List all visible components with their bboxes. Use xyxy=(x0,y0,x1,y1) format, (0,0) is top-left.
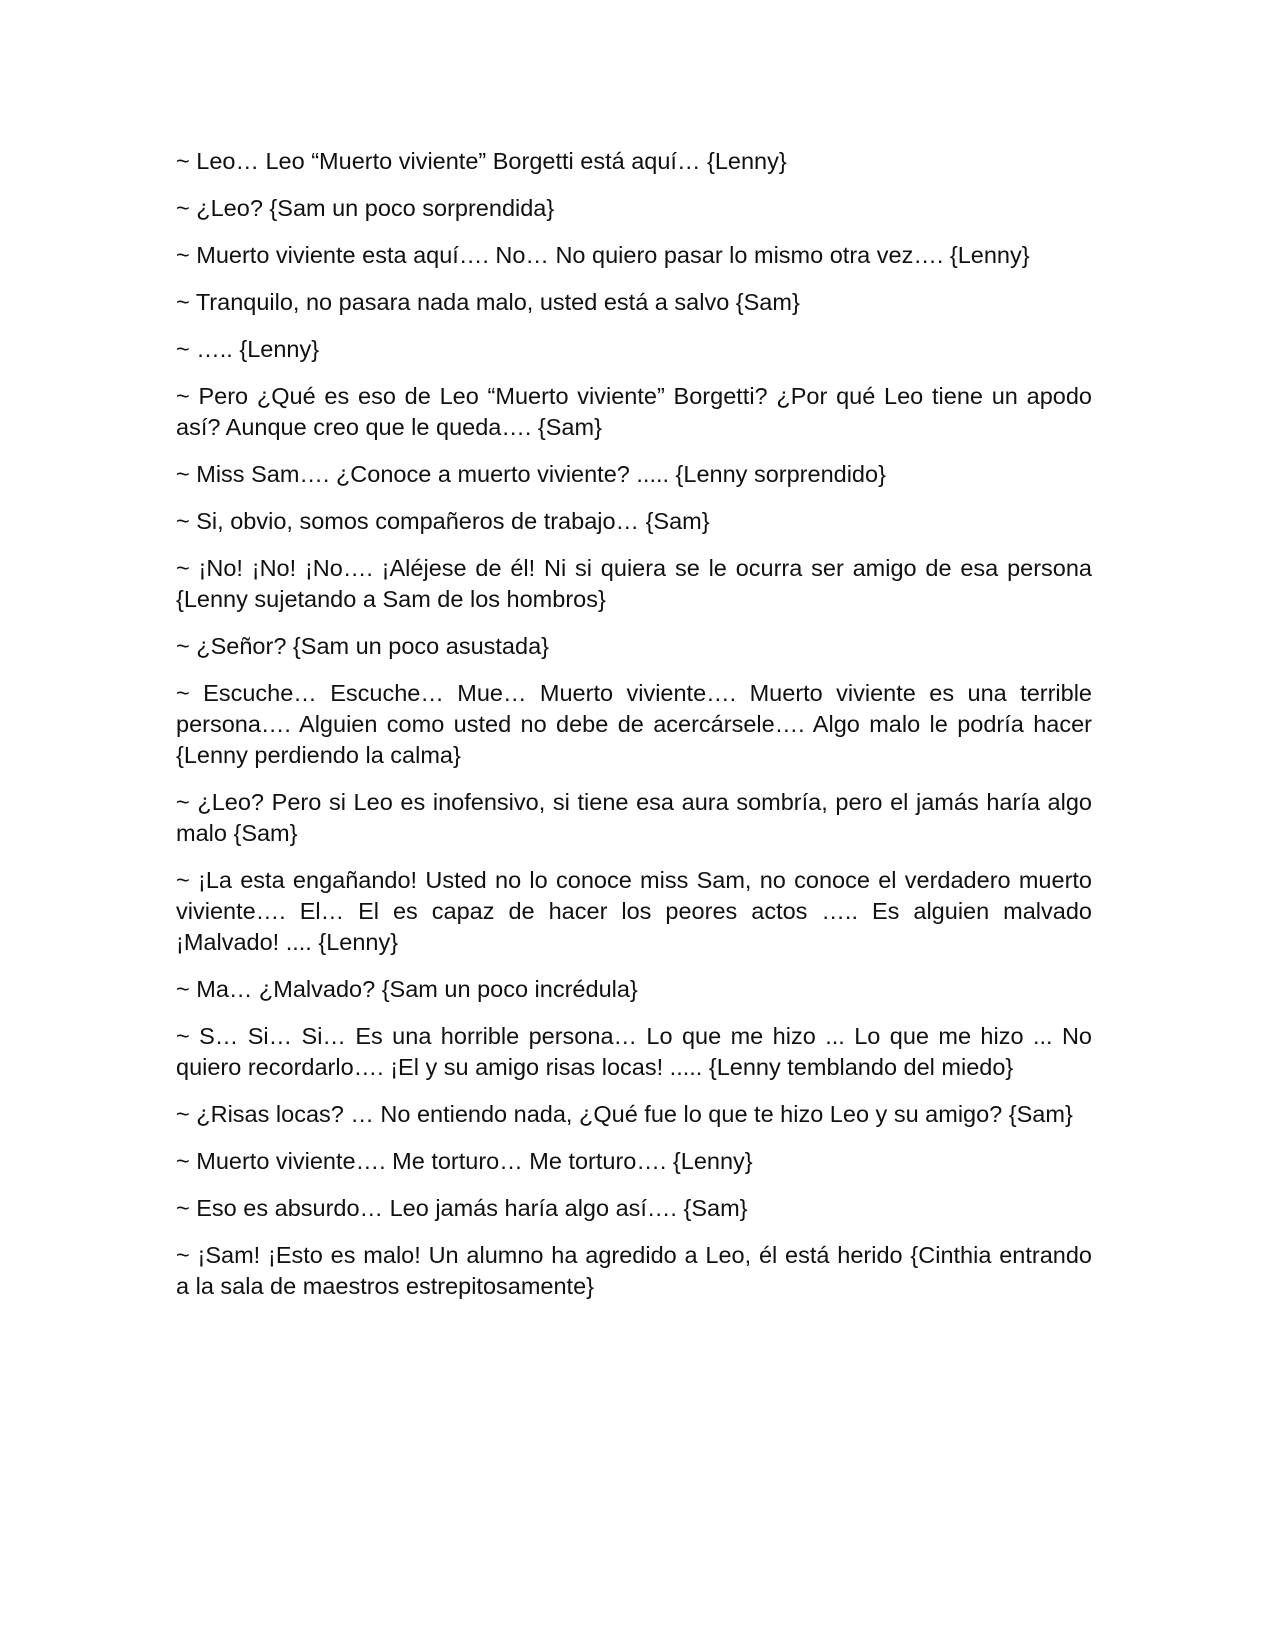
dialogue-line: ~ ¡No! ¡No! ¡No…. ¡Aléjese de él! Ni si quiera se le ocurra ser amigo de esa persona {Lenny sujetando a Sam de los hombros} xyxy=(176,555,1092,612)
dialogue-line: ~ ¿Señor? {Sam un poco asustada} xyxy=(176,633,549,659)
dialogue-line: ~ Escuche… Escuche… Mue… Muerto viviente…. Muerto viviente es una terrible persona…. Alguien como usted no debe de acercársele…. Algo malo le podría hacer {Lenny perdiendo la calma} xyxy=(176,680,1092,768)
dialogue-line: ~ Muerto viviente…. Me torturo… Me torturo…. {Lenny} xyxy=(176,1148,753,1174)
dialogue-line: ~ ¿Risas locas? … No entiendo nada, ¿Qué fue lo que te hizo Leo y su amigo? {Sam} xyxy=(176,1101,1073,1127)
dialogue-line: ~ Eso es absurdo… Leo jamás haría algo así…. {Sam} xyxy=(176,1195,748,1221)
dialogue-line: ~ Ma… ¿Malvado? {Sam un poco incrédula} xyxy=(176,976,638,1002)
dialogue-line: ~ Muerto viviente esta aquí…. No… No quiero pasar lo mismo otra vez…. {Lenny} xyxy=(176,242,1030,268)
dialogue-line: ~ ¿Leo? {Sam un poco sorprendida} xyxy=(176,195,555,221)
dialogue-line: ~ Miss Sam…. ¿Conoce a muerto viviente? ..... {Lenny sorprendido} xyxy=(176,461,886,487)
dialogue-text xyxy=(176,146,1092,1318)
dialogue-line: ~ ¡La esta engañando! Usted no lo conoce miss Sam, no conoce el verdadero muerto viviente…. El… El es capaz de hacer los peores actos ….. Es alguien malvado ¡Malvado! .... {Lenny} xyxy=(176,867,1092,955)
dialogue-line: ~ Si, obvio, somos compañeros de trabajo… {Sam} xyxy=(176,508,710,534)
dialogue-line: ~ ….. {Lenny} xyxy=(176,336,320,362)
dialogue-line: ~ Tranquilo, no pasara nada malo, usted está a salvo {Sam} xyxy=(176,289,800,315)
dialogue-line: ~ S… Si… Si… Es una horrible persona… Lo que me hizo ... Lo que me hizo ... No quiero recordarlo…. ¡El y su amigo risas locas! ..... {Lenny temblando del miedo} xyxy=(176,1023,1092,1080)
dialogue-line: ~ Leo… Leo “Muerto viviente” Borgetti está aquí… {Lenny} xyxy=(176,148,787,174)
dialogue-line: ~ ¡Sam! ¡Esto es malo! Un alumno ha agredido a Leo, él está herido {Cinthia entrando a la sala de maestros estrepitosamente} xyxy=(176,1242,1092,1299)
dialogue-line: ~ ¿Leo? Pero si Leo es inofensivo, si tiene esa aura sombría, pero el jamás haría algo malo {Sam} xyxy=(176,789,1092,846)
dialogue-line: ~ Pero ¿Qué es eso de Leo “Muerto viviente” Borgetti? ¿Por qué Leo tiene un apodo así? Aunque creo que le queda…. {Sam} xyxy=(176,383,1092,440)
